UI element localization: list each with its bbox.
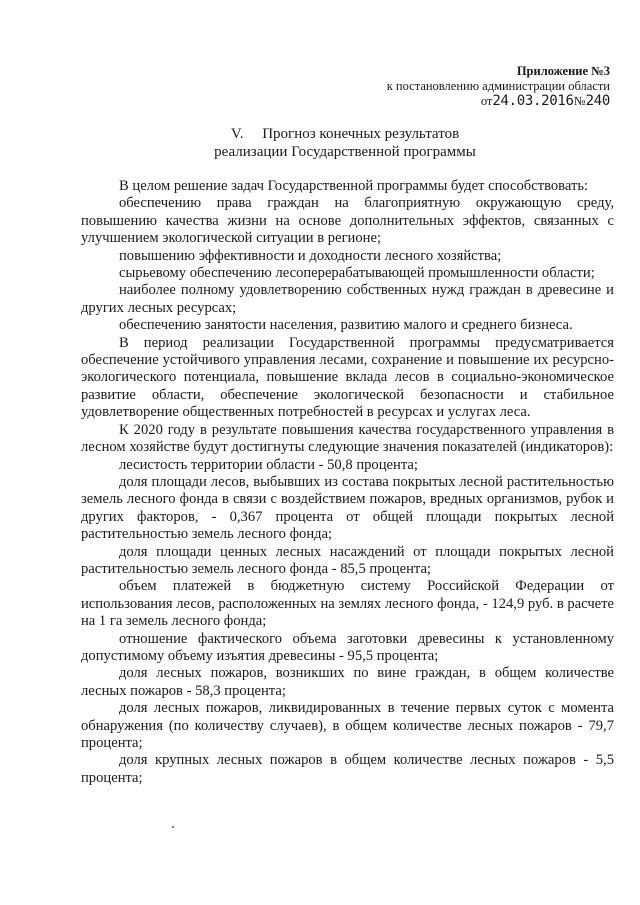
section-heading bbox=[80, 125, 610, 161]
paragraph: доля площади ценных лесных насаждений от площади покрытых лесной растительностью земель лесного фонда - 85,5 процента; bbox=[81, 543, 614, 577]
scan-speck bbox=[172, 826, 174, 828]
paragraph: В период реализации Государственной программы предусматривается обеспечение устойчивого управления лесами, сохранение и повышение их ресурсно-экологического потенциала, повышение вклада лесов в социально-экономическое развитие области, обеспечение экологической безопасности и стабильное удовлетворение общественных потребностей в ресурсах и услугах леса. bbox=[81, 334, 614, 421]
appendix-header bbox=[387, 64, 610, 109]
number-prefix: № bbox=[573, 94, 586, 108]
paragraph: объем платежей в бюджетную систему Российской Федерации от использования лесов, расположенных на землях лесного фонда, - 124,9 руб. в расчете на 1 га земель лесного фонда; bbox=[81, 578, 614, 630]
paragraph: доля лесных пожаров, возникших по вине граждан, в общем количестве лесных пожаров - 58,3 процента; bbox=[81, 665, 614, 699]
paragraph: отношение фактического объема заготовки древесины к установленному допустимому объему изъятия древесины - 95,5 процента; bbox=[81, 630, 614, 664]
paragraph: лесистость территории области - 50,8 процента; bbox=[119, 456, 418, 473]
paragraph: повышению эффективности и доходности лесного хозяйства; bbox=[119, 247, 502, 264]
paragraph: обеспечению занятости населения, развитию малого и среднего бизнеса. bbox=[119, 317, 573, 334]
paragraph: наиболее полному удовлетворению собственных нужд граждан в древесине и других лесных ресурсах; bbox=[81, 282, 614, 316]
appendix-resolution-line: к постановлению администрации области bbox=[386, 79, 610, 93]
paragraph: доля площади лесов, выбывших из состава покрытых лесной растительностью земель лесного фонда в связи с воздействием пожаров, вредных организмов, рубок и других факторов, - 0,367 процента от общей площади покрытых лесной растительностью земель лесного фонда; bbox=[81, 473, 614, 543]
resolution-number: 240 bbox=[585, 93, 610, 109]
paragraph: обеспечению права граждан на благоприятную окружающую среду, повышению качества жизни на основе дополнительных эффектов, связанных с улучшением экологической ситуации в регионе; bbox=[81, 195, 614, 247]
appendix-date-line bbox=[387, 94, 610, 109]
paragraph: К 2020 году в результате повышения качества государственного управления в лесном хозяйстве будут достигнуты следующие значения показателей (индикаторов): bbox=[81, 421, 614, 456]
paragraph: доля лесных пожаров, ликвидированных в течение первых суток с момента обнаружения (по количеству случаев), в общем количестве лесных пожаров - 79,7 процента; bbox=[81, 700, 614, 751]
heading-line-2: реализации Государственной программы bbox=[214, 144, 476, 160]
paragraph: В целом решение задач Государственной программы будет способствовать: bbox=[119, 178, 589, 194]
heading-line-1: V. Прогноз конечных результатов bbox=[230, 126, 460, 142]
paragraph: доля крупных лесных пожаров в общем количестве лесных пожаров - 5,5 процента; bbox=[81, 752, 614, 786]
paragraph: сырьевому обеспечению лесоперерабатывающей промышленности области; bbox=[119, 265, 595, 282]
date-prefix: от bbox=[480, 94, 493, 108]
appendix-title: Приложение №3 bbox=[516, 64, 610, 78]
resolution-date: 24.03.2016 bbox=[492, 93, 574, 109]
body-text bbox=[81, 178, 614, 787]
